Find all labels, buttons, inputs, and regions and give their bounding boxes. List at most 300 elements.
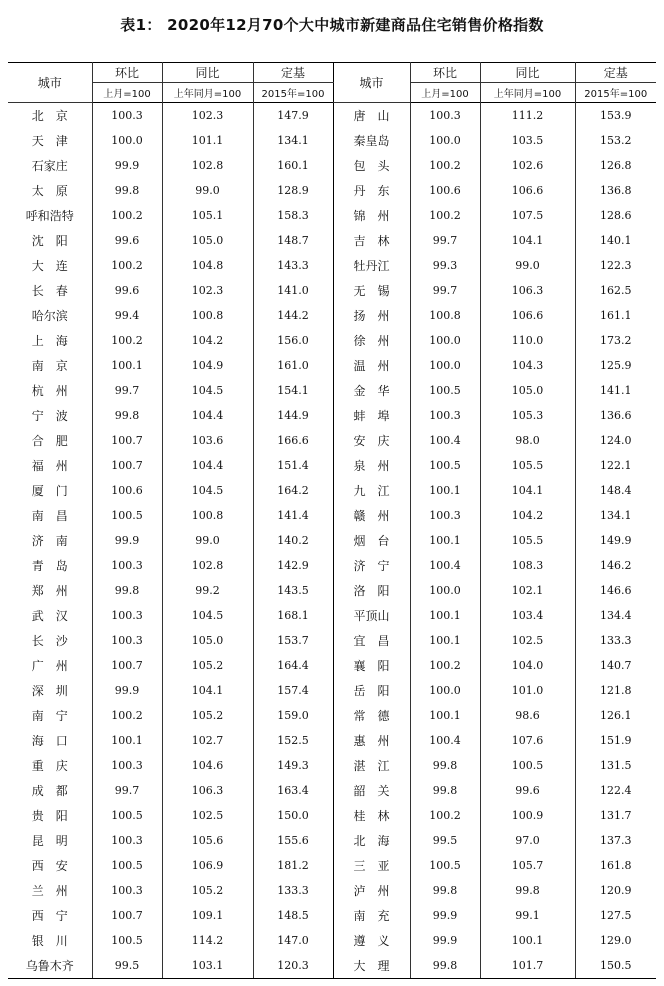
- city-left-cell: 青 岛: [31, 559, 68, 573]
- table-row: [8, 478, 656, 503]
- mom-right-cell: 100.1: [410, 628, 480, 653]
- yoy-right-cell: 106.3: [480, 278, 575, 303]
- fixed-right-cell: 122.4: [575, 778, 656, 803]
- city-left-cell: 北 京: [31, 109, 68, 123]
- yoy-base-right: 上年同月=100: [480, 83, 575, 103]
- fixed-left-cell: 147.0: [253, 928, 333, 953]
- fixed-right-cell: 161.1: [575, 303, 656, 328]
- city-left-cell: 武 汉: [31, 609, 68, 623]
- yoy-left-cell: 103.1: [162, 953, 253, 979]
- mom-left-cell: 99.5: [92, 953, 162, 979]
- mom-right-cell: 100.2: [410, 653, 480, 678]
- fixed-right-cell: 136.8: [575, 178, 656, 203]
- mom-left-cell: 99.8: [92, 178, 162, 203]
- city-left-cell: 广 州: [31, 659, 68, 673]
- yoy-left-cell: 104.9: [162, 353, 253, 378]
- city-right-cell: 包 头: [333, 153, 410, 178]
- mom-right-cell: 99.7: [410, 228, 480, 253]
- mom-right-cell: 100.6: [410, 178, 480, 203]
- fixed-left-cell: 149.3: [253, 753, 333, 778]
- mom-right-cell: 99.8: [410, 753, 480, 778]
- fixed-right-cell: 121.8: [575, 678, 656, 703]
- city-left-cell: 乌鲁木齐: [8, 953, 92, 979]
- fixed-left-cell: 156.0: [253, 328, 333, 353]
- yoy-left-cell: 100.8: [162, 503, 253, 528]
- mom-left-cell: 100.1: [92, 728, 162, 753]
- mom-left-cell: 99.4: [92, 303, 162, 328]
- fixed-left-cell: 154.1: [253, 378, 333, 403]
- yoy-left-cell: 105.2: [162, 878, 253, 903]
- mom-left-cell: 99.9: [92, 528, 162, 553]
- yoy-right-cell: 111.2: [480, 103, 575, 129]
- price-index-table: [8, 62, 656, 979]
- city-right-cell: 扬 州: [333, 303, 410, 328]
- yoy-right-cell: 104.1: [480, 228, 575, 253]
- fixed-right-cell: 136.6: [575, 403, 656, 428]
- table-row: [8, 378, 656, 403]
- yoy-left-cell: 103.6: [162, 428, 253, 453]
- fixed-left-cell: 133.3: [253, 878, 333, 903]
- yoy-right-cell: 99.0: [480, 253, 575, 278]
- fixed-left-cell: 181.2: [253, 853, 333, 878]
- table-row: [8, 503, 656, 528]
- table-row: [8, 353, 656, 378]
- mom-right-cell: 100.3: [410, 103, 480, 129]
- city-right-cell: 唐 山: [333, 103, 410, 129]
- yoy-left-cell: 99.0: [162, 528, 253, 553]
- city-left-cell: 兰 州: [31, 884, 68, 898]
- city-left-cell: 南 宁: [31, 709, 68, 723]
- city-left-cell: 贵 阳: [31, 809, 68, 823]
- yoy-right-cell: 106.6: [480, 178, 575, 203]
- table-row: [8, 453, 656, 478]
- fixed-right-cell: 148.4: [575, 478, 656, 503]
- yoy-left-cell: 102.8: [162, 153, 253, 178]
- fixed-right-cell: 127.5: [575, 903, 656, 928]
- yoy-left-cell: 104.4: [162, 453, 253, 478]
- fixed-right-cell: 173.2: [575, 328, 656, 353]
- yoy-right-cell: 105.5: [480, 453, 575, 478]
- yoy-right-cell: 98.0: [480, 428, 575, 453]
- yoy-left-cell: 102.7: [162, 728, 253, 753]
- yoy-left-cell: 104.5: [162, 603, 253, 628]
- yoy-right-cell: 100.9: [480, 803, 575, 828]
- mom-right-cell: 99.3: [410, 253, 480, 278]
- table-row: [8, 728, 656, 753]
- table-row: [8, 628, 656, 653]
- fixed-right-cell: 131.5: [575, 753, 656, 778]
- yoy-left-cell: 109.1: [162, 903, 253, 928]
- fixed-right-cell: 162.5: [575, 278, 656, 303]
- table-row: [8, 853, 656, 878]
- fixed-right-cell: 146.6: [575, 578, 656, 603]
- mom-right-cell: 100.2: [410, 203, 480, 228]
- fixed-right-cell: 146.2: [575, 553, 656, 578]
- city-right-cell: 宜 昌: [333, 628, 410, 653]
- mom-left-cell: 99.9: [92, 153, 162, 178]
- mom-left-cell: 100.0: [92, 128, 162, 153]
- table-row: [8, 178, 656, 203]
- table-row: [8, 828, 656, 853]
- mom-left-cell: 100.1: [92, 353, 162, 378]
- mom-right-cell: 100.1: [410, 478, 480, 503]
- yoy-right-cell: 99.8: [480, 878, 575, 903]
- fixed-right-cell: 137.3: [575, 828, 656, 853]
- mom-right-cell: 99.9: [410, 928, 480, 953]
- mom-right-cell: 100.1: [410, 603, 480, 628]
- yoy-left-cell: 99.2: [162, 578, 253, 603]
- yoy-left-cell: 104.8: [162, 253, 253, 278]
- fixed-right-cell: 126.1: [575, 703, 656, 728]
- city-right-cell: 烟 台: [333, 528, 410, 553]
- mom-right-cell: 100.0: [410, 328, 480, 353]
- city-right-cell: 安 庆: [333, 428, 410, 453]
- fixed-left-cell: 128.9: [253, 178, 333, 203]
- fixed-right-cell: 140.7: [575, 653, 656, 678]
- yoy-left-cell: 104.4: [162, 403, 253, 428]
- yoy-right-cell: 102.1: [480, 578, 575, 603]
- table-row: [8, 878, 656, 903]
- city-left-cell: 深 圳: [31, 684, 68, 698]
- city-right-cell: 三 亚: [333, 853, 410, 878]
- yoy-left-cell: 104.5: [162, 378, 253, 403]
- yoy-right-cell: 102.5: [480, 628, 575, 653]
- fixed-right-cell: 126.8: [575, 153, 656, 178]
- city-left-cell: 太 原: [31, 184, 68, 198]
- table-row: [8, 953, 656, 979]
- mom-left-cell: 100.3: [92, 628, 162, 653]
- fixed-left-cell: 147.9: [253, 103, 333, 129]
- yoy-right-cell: 101.7: [480, 953, 575, 979]
- city-left-cell: 呼和浩特: [25, 209, 74, 223]
- city-header-left: 城市: [8, 63, 92, 103]
- table-row: [8, 128, 656, 153]
- city-right-cell: 湛 江: [333, 753, 410, 778]
- yoy-base-left: 上年同月=100: [162, 83, 253, 103]
- yoy-left-cell: 102.3: [162, 278, 253, 303]
- yoy-right-cell: 105.7: [480, 853, 575, 878]
- mom-right-cell: 99.9: [410, 903, 480, 928]
- yoy-right-cell: 106.6: [480, 303, 575, 328]
- city-right-cell: 锦 州: [333, 203, 410, 228]
- fixed-right-cell: 140.1: [575, 228, 656, 253]
- table-row: [8, 653, 656, 678]
- yoy-left-cell: 101.1: [162, 128, 253, 153]
- city-left-cell: 合 肥: [31, 434, 68, 448]
- mom-left-cell: 100.2: [92, 703, 162, 728]
- mom-header-right: 环比: [410, 63, 480, 83]
- city-right-cell: 无 锡: [333, 278, 410, 303]
- mom-right-cell: 100.5: [410, 453, 480, 478]
- fixed-left-cell: 141.4: [253, 503, 333, 528]
- city-left-cell: 天 津: [31, 134, 68, 148]
- fixed-right-cell: 125.9: [575, 353, 656, 378]
- yoy-left-cell: 105.6: [162, 828, 253, 853]
- city-left-cell: 海 口: [31, 734, 68, 748]
- table-row: [8, 778, 656, 803]
- mom-right-cell: 100.3: [410, 503, 480, 528]
- table-row: [8, 228, 656, 253]
- table-row: [8, 278, 656, 303]
- table-row: [8, 678, 656, 703]
- fixed-right-cell: 128.6: [575, 203, 656, 228]
- fixed-right-cell: 149.9: [575, 528, 656, 553]
- yoy-left-cell: 102.8: [162, 553, 253, 578]
- fixed-left-cell: 142.9: [253, 553, 333, 578]
- table-row: [8, 428, 656, 453]
- fixed-left-cell: 144.2: [253, 303, 333, 328]
- table-row: [8, 703, 656, 728]
- city-left-cell: 哈尔滨: [31, 309, 68, 323]
- yoy-left-cell: 104.6: [162, 753, 253, 778]
- mom-right-cell: 100.0: [410, 678, 480, 703]
- city-right-cell: 南 充: [333, 903, 410, 928]
- table-body: [8, 103, 656, 979]
- mom-left-cell: 99.8: [92, 578, 162, 603]
- city-right-cell: 岳 阳: [333, 678, 410, 703]
- yoy-left-cell: 104.5: [162, 478, 253, 503]
- fixed-right-cell: 134.4: [575, 603, 656, 628]
- yoy-left-cell: 100.8: [162, 303, 253, 328]
- fixed-right-cell: 153.2: [575, 128, 656, 153]
- yoy-left-cell: 106.3: [162, 778, 253, 803]
- yoy-right-cell: 104.0: [480, 653, 575, 678]
- city-header-right: 城市: [333, 63, 410, 103]
- fixed-left-cell: 152.5: [253, 728, 333, 753]
- fixed-right-cell: 124.0: [575, 428, 656, 453]
- city-right-cell: 蚌 埠: [333, 403, 410, 428]
- yoy-right-cell: 110.0: [480, 328, 575, 353]
- mom-left-cell: 100.2: [92, 328, 162, 353]
- yoy-right-cell: 107.6: [480, 728, 575, 753]
- fixed-left-cell: 120.3: [253, 953, 333, 979]
- mom-left-cell: 99.6: [92, 228, 162, 253]
- fixed-right-cell: 120.9: [575, 878, 656, 903]
- city-left-cell: 长 沙: [31, 634, 68, 648]
- city-right-cell: 桂 林: [333, 803, 410, 828]
- yoy-header-left: 同比: [162, 63, 253, 83]
- fixed-left-cell: 153.7: [253, 628, 333, 653]
- mom-left-cell: 100.5: [92, 928, 162, 953]
- yoy-right-cell: 105.5: [480, 528, 575, 553]
- city-left-cell: 西 安: [31, 859, 68, 873]
- fixed-right-cell: 141.1: [575, 378, 656, 403]
- city-right-cell: 温 州: [333, 353, 410, 378]
- yoy-left-cell: 105.0: [162, 628, 253, 653]
- fixed-base-left: 2015年=100: [253, 83, 333, 103]
- yoy-left-cell: 105.2: [162, 653, 253, 678]
- city-right-cell: 北 海: [333, 828, 410, 853]
- fixed-left-cell: 141.0: [253, 278, 333, 303]
- city-right-cell: 牡丹江: [333, 253, 410, 278]
- fixed-right-cell: 122.1: [575, 453, 656, 478]
- yoy-right-cell: 100.1: [480, 928, 575, 953]
- mom-left-cell: 100.3: [92, 553, 162, 578]
- city-right-cell: 丹 东: [333, 178, 410, 203]
- fixed-left-cell: 140.2: [253, 528, 333, 553]
- yoy-right-cell: 105.0: [480, 378, 575, 403]
- mom-right-cell: 100.1: [410, 703, 480, 728]
- city-right-cell: 秦皇岛: [333, 128, 410, 153]
- city-left-cell: 福 州: [31, 459, 68, 473]
- fixed-right-cell: 133.3: [575, 628, 656, 653]
- mom-right-cell: 100.5: [410, 378, 480, 403]
- mom-right-cell: 99.5: [410, 828, 480, 853]
- table-row: [8, 253, 656, 278]
- yoy-left-cell: 102.5: [162, 803, 253, 828]
- mom-left-cell: 100.2: [92, 253, 162, 278]
- city-right-cell: 襄 阳: [333, 653, 410, 678]
- mom-left-cell: 100.5: [92, 503, 162, 528]
- city-left-cell: 成 都: [31, 784, 68, 798]
- table-row: [8, 553, 656, 578]
- mom-left-cell: 99.7: [92, 778, 162, 803]
- yoy-left-cell: 105.2: [162, 703, 253, 728]
- city-left-cell: 大 连: [31, 259, 68, 273]
- fixed-left-cell: 148.7: [253, 228, 333, 253]
- mom-right-cell: 100.2: [410, 153, 480, 178]
- fixed-right-cell: 129.0: [575, 928, 656, 953]
- yoy-right-cell: 104.2: [480, 503, 575, 528]
- city-right-cell: 常 德: [333, 703, 410, 728]
- mom-left-cell: 100.7: [92, 653, 162, 678]
- mom-left-cell: 99.9: [92, 678, 162, 703]
- fixed-left-cell: 159.0: [253, 703, 333, 728]
- fixed-right-cell: 150.5: [575, 953, 656, 979]
- mom-left-cell: 100.3: [92, 103, 162, 129]
- yoy-right-cell: 104.3: [480, 353, 575, 378]
- mom-right-cell: 100.5: [410, 853, 480, 878]
- table-row: [8, 103, 656, 129]
- yoy-right-cell: 101.0: [480, 678, 575, 703]
- yoy-left-cell: 102.3: [162, 103, 253, 129]
- yoy-right-cell: 100.5: [480, 753, 575, 778]
- city-right-cell: 泉 州: [333, 453, 410, 478]
- fixed-left-cell: 164.2: [253, 478, 333, 503]
- fixed-left-cell: 164.4: [253, 653, 333, 678]
- mom-left-cell: 99.6: [92, 278, 162, 303]
- city-right-cell: 遵 义: [333, 928, 410, 953]
- city-right-cell: 徐 州: [333, 328, 410, 353]
- fixed-left-cell: 158.3: [253, 203, 333, 228]
- table-row: [8, 578, 656, 603]
- table-row: [8, 753, 656, 778]
- mom-right-cell: 99.8: [410, 878, 480, 903]
- table-row: [8, 203, 656, 228]
- city-left-cell: 重 庆: [31, 759, 68, 773]
- mom-left-cell: 100.3: [92, 878, 162, 903]
- table-row: [8, 528, 656, 553]
- table-row: [8, 328, 656, 353]
- yoy-left-cell: 104.1: [162, 678, 253, 703]
- fixed-left-cell: 143.5: [253, 578, 333, 603]
- fixed-left-cell: 143.3: [253, 253, 333, 278]
- yoy-left-cell: 114.2: [162, 928, 253, 953]
- mom-left-cell: 99.7: [92, 378, 162, 403]
- mom-left-cell: 100.3: [92, 753, 162, 778]
- city-left-cell: 石家庄: [31, 159, 68, 173]
- mom-left-cell: 100.3: [92, 603, 162, 628]
- mom-right-cell: 100.0: [410, 578, 480, 603]
- mom-left-cell: 99.8: [92, 403, 162, 428]
- mom-left-cell: 100.6: [92, 478, 162, 503]
- fixed-right-cell: 161.8: [575, 853, 656, 878]
- table-row: [8, 403, 656, 428]
- table-row: [8, 603, 656, 628]
- city-right-cell: 洛 阳: [333, 578, 410, 603]
- fixed-left-cell: 144.9: [253, 403, 333, 428]
- yoy-right-cell: 103.4: [480, 603, 575, 628]
- fixed-left-cell: 155.6: [253, 828, 333, 853]
- mom-right-cell: 100.2: [410, 803, 480, 828]
- city-right-cell: 金 华: [333, 378, 410, 403]
- mom-right-cell: 99.8: [410, 953, 480, 979]
- yoy-right-cell: 104.1: [480, 478, 575, 503]
- table-row: [8, 903, 656, 928]
- fixed-left-cell: 150.0: [253, 803, 333, 828]
- mom-left-cell: 100.7: [92, 428, 162, 453]
- fixed-right-cell: 131.7: [575, 803, 656, 828]
- table-title: 表1： 2020年12月70个大中城市新建商品住宅销售价格指数: [120, 16, 544, 34]
- fixed-right-cell: 151.9: [575, 728, 656, 753]
- mom-left-cell: 100.3: [92, 828, 162, 853]
- city-left-cell: 南 京: [31, 359, 68, 373]
- mom-right-cell: 100.0: [410, 353, 480, 378]
- yoy-left-cell: 106.9: [162, 853, 253, 878]
- fixed-left-cell: 163.4: [253, 778, 333, 803]
- city-left-cell: 南 昌: [31, 509, 68, 523]
- city-right-cell: 惠 州: [333, 728, 410, 753]
- table-row: [8, 303, 656, 328]
- city-right-cell: 平顶山: [333, 603, 410, 628]
- fixed-right-cell: 122.3: [575, 253, 656, 278]
- yoy-right-cell: 107.5: [480, 203, 575, 228]
- mom-right-cell: 100.4: [410, 428, 480, 453]
- mom-left-cell: 100.5: [92, 803, 162, 828]
- yoy-left-cell: 104.2: [162, 328, 253, 353]
- city-right-cell: 泸 州: [333, 878, 410, 903]
- mom-base-left: 上月=100: [92, 83, 162, 103]
- city-right-cell: 赣 州: [333, 503, 410, 528]
- fixed-left-cell: 151.4: [253, 453, 333, 478]
- yoy-right-cell: 108.3: [480, 553, 575, 578]
- yoy-header-right: 同比: [480, 63, 575, 83]
- mom-right-cell: 99.7: [410, 278, 480, 303]
- city-right-cell: 大 理: [333, 953, 410, 979]
- table-row: [8, 803, 656, 828]
- yoy-right-cell: 102.6: [480, 153, 575, 178]
- mom-left-cell: 100.7: [92, 453, 162, 478]
- table-row: [8, 928, 656, 953]
- city-right-cell: 吉 林: [333, 228, 410, 253]
- city-left-cell: 银 川: [31, 934, 68, 948]
- yoy-right-cell: 103.5: [480, 128, 575, 153]
- mom-right-cell: 100.1: [410, 528, 480, 553]
- fixed-left-cell: 148.5: [253, 903, 333, 928]
- mom-right-cell: 100.8: [410, 303, 480, 328]
- mom-header-left: 环比: [92, 63, 162, 83]
- city-left-cell: 厦 门: [31, 484, 68, 498]
- city-left-cell: 郑 州: [31, 584, 68, 598]
- city-left-cell: 长 春: [31, 284, 68, 298]
- city-left-cell: 西 宁: [31, 909, 68, 923]
- fixed-left-cell: 160.1: [253, 153, 333, 178]
- mom-right-cell: 100.4: [410, 553, 480, 578]
- fixed-left-cell: 157.4: [253, 678, 333, 703]
- yoy-left-cell: 105.1: [162, 203, 253, 228]
- city-left-cell: 宁 波: [31, 409, 68, 423]
- fixed-header-left: 定基: [253, 63, 333, 83]
